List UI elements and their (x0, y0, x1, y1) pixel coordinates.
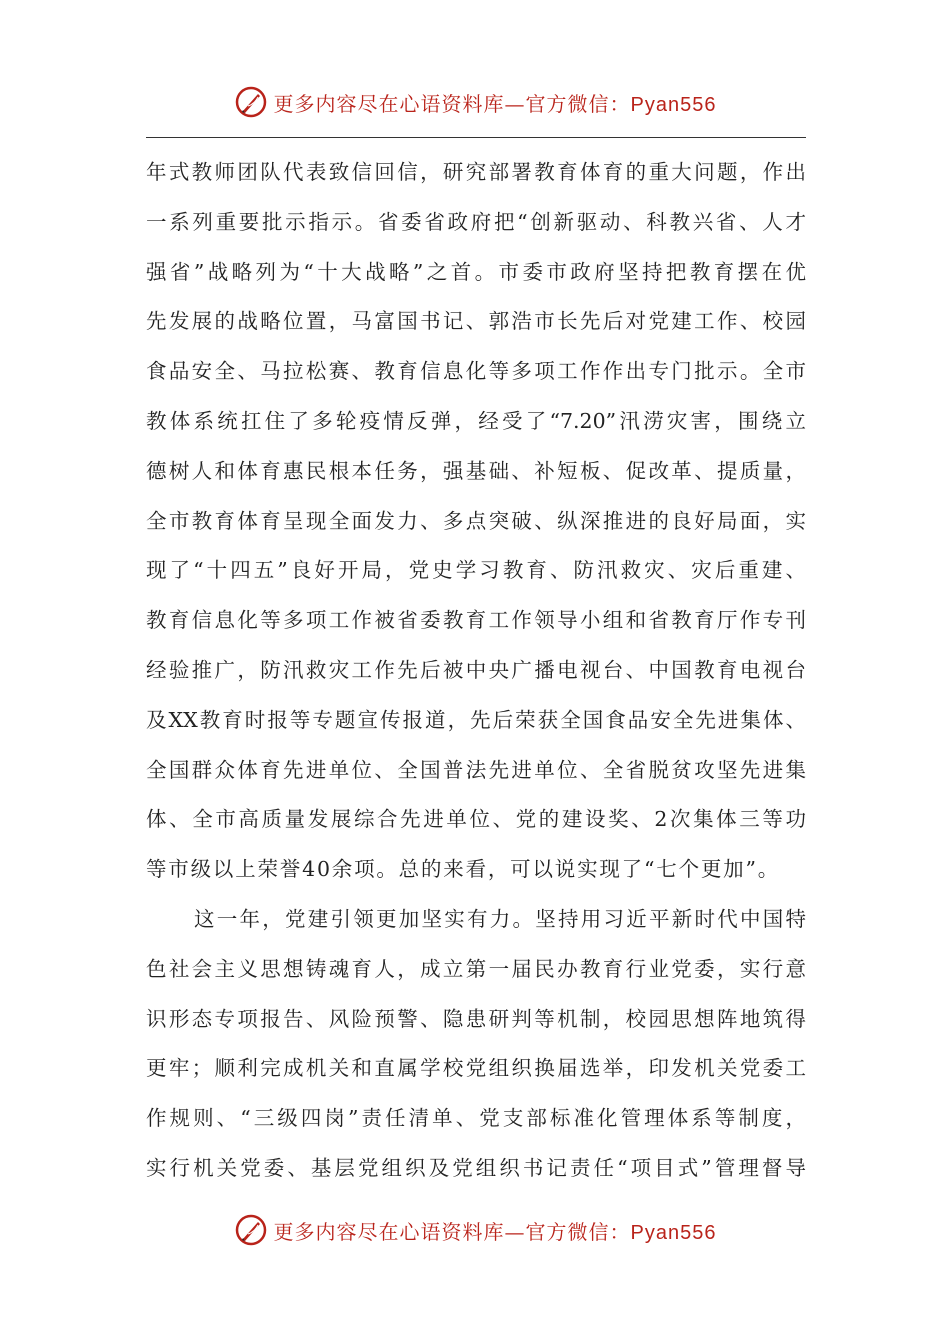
text-line-18: 识形态专项报告、风险预警、隐患研判等机制，校园思想阵地筑得 (146, 1006, 806, 1031)
text-line-15: 等市级以上荣誉40余项。总的来看，可以说实现了“七个更加”。 (146, 857, 781, 882)
header-banner-text: 更多内容尽在心语资料库—官方微信：Pyan556 (273, 91, 717, 116)
text-line-16: 这一年，党建引领更加坚实有力。坚持用习近平新时代中国特 (194, 906, 806, 931)
header-banner (0, 80, 950, 124)
footer-banner (0, 1208, 950, 1252)
text-line-14: 体、全市高质量发展综合先进单位、党的建设奖、2次集体三等功 (146, 807, 806, 832)
text-line-4: 先发展的战略位置，马富国书记、郭浩市长先后对党建工作、校园 (146, 309, 806, 334)
document-body (146, 148, 806, 1198)
text-line-2: 一系列重要批示指示。省委省政府把“创新驱动、科教兴省、人才 (146, 209, 806, 234)
quill-logo-icon (234, 85, 268, 119)
footer-banner-account: Pyan556 (630, 1221, 717, 1244)
text-line-11: 经验推广，防汛救灾工作先后被中央广播电视台、中国教育电视台 (146, 657, 806, 682)
text-line-10: 教育信息化等多项工作被省委教育工作领导小组和省教育厅作专刊 (146, 608, 806, 633)
text-line-3: 强省”战略列为“十大战略”之首。市委市政府坚持把教育摆在优 (146, 259, 806, 284)
text-line-7: 德树人和体育惠民根本任务，强基础、补短板、促改革、提质量， (146, 458, 806, 483)
header-divider (146, 137, 806, 138)
text-line-8: 全市教育体育呈现全面发力、多点突破、纵深推进的良好局面，实 (146, 508, 806, 533)
text-line-9: 现了“十四五”良好开局，党史学习教育、防汛救灾、灾后重建、 (146, 558, 806, 583)
text-line-20: 作规则、“三级四岗”责任清单、党支部标准化管理体系等制度， (146, 1106, 806, 1131)
header-banner-account: Pyan556 (630, 93, 717, 116)
text-line-12: 及XX教育时报等专题宣传报道，先后荣获全国食品安全先进集体、 (146, 707, 806, 732)
text-line-19: 更牢；顺利完成机关和直属学校党组织换届选举，印发机关党委工 (146, 1056, 806, 1081)
quill-logo-icon (234, 1213, 268, 1247)
text-line-1: 年式教师团队代表致信回信，研究部署教育体育的重大问题，作出 (146, 160, 806, 184)
text-line-5: 食品安全、马拉松赛、教育信息化等多项工作作出专门批示。全市 (146, 359, 806, 384)
footer-banner-text: 更多内容尽在心语资料库—官方微信：Pyan556 (273, 1219, 717, 1244)
text-line-17: 色社会主义思想铸魂育人，成立第一届民办教育行业党委，实行意 (146, 956, 806, 981)
text-line-21: 实行机关党委、基层党组织及党组织书记责任“项目式”管理督导 (146, 1155, 806, 1180)
text-line-13: 全国群众体育先进单位、全国普法先进单位、全省脱贫攻坚先进集 (146, 757, 806, 782)
text-line-6: 教体系统扛住了多轮疫情反弹，经受了“7.20”汛涝灾害，围绕立 (146, 408, 806, 433)
